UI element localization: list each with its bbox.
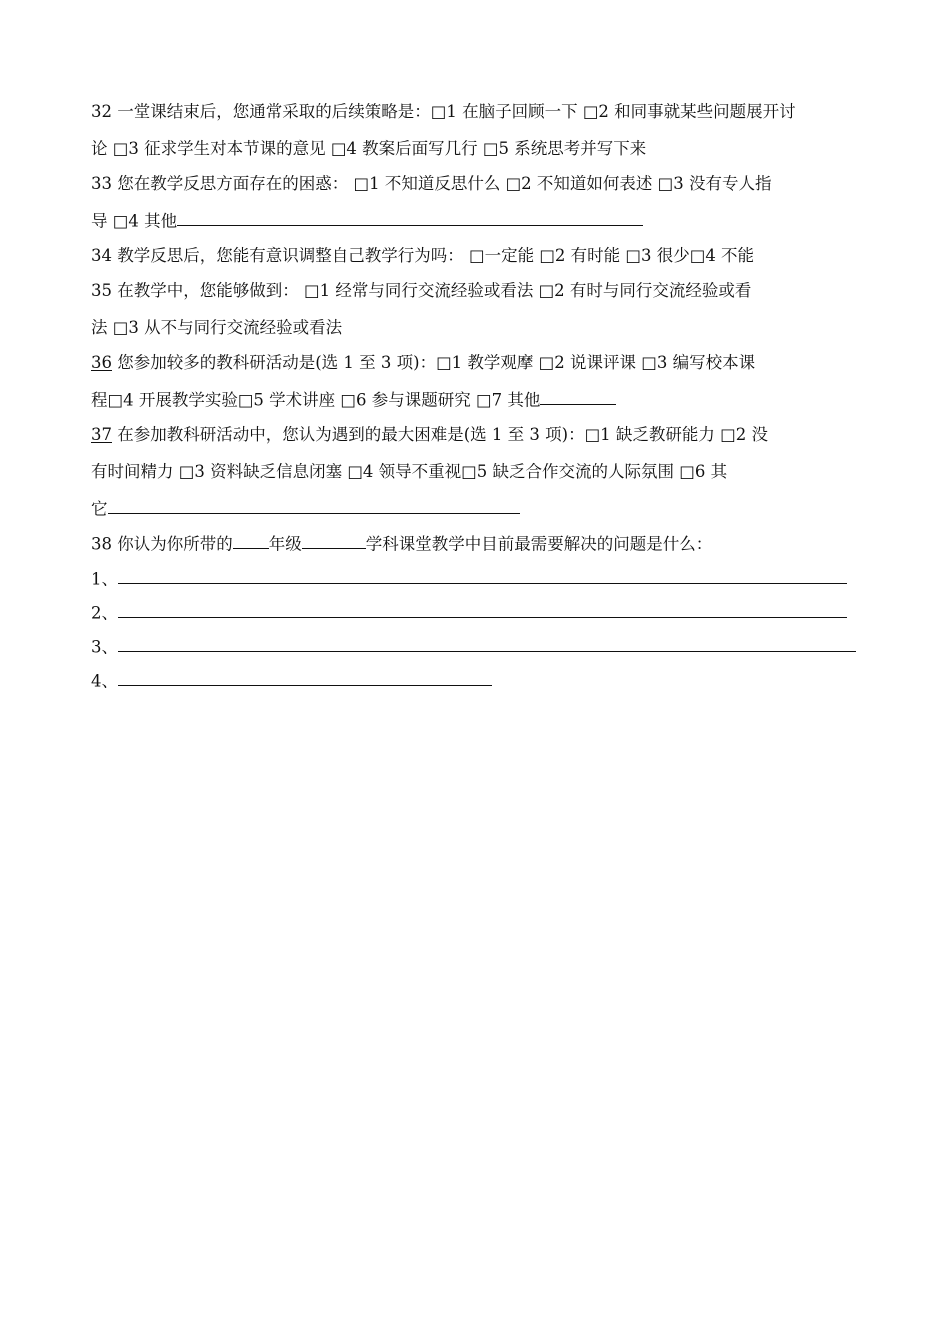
question-37-line-3: [91, 496, 520, 522]
answer-line-4: [91, 668, 492, 694]
answer-blank-4[interactable]: [118, 668, 492, 686]
question-34-text-1: 34 教学反思后，您能有意识调整自己教学行为吗： □一定能 □2 有时能 □3 很少□4 不能: [91, 246, 755, 265]
question-33-line-2: [91, 208, 643, 234]
question-35-line-2: [91, 315, 342, 341]
answer-label-1: 1、: [91, 569, 118, 589]
question-38-grade-blank[interactable]: [233, 531, 269, 549]
question-38-line-1: [91, 531, 712, 557]
answer-label-3: 3、: [91, 637, 118, 657]
question-37-text-3: 它: [91, 499, 108, 519]
question-36-line-1: [91, 350, 755, 376]
question-38-subject-blank[interactable]: [302, 531, 366, 549]
question-32-line-1: [91, 99, 796, 125]
answer-blank-3[interactable]: [118, 634, 856, 652]
question-33-text-2: 导 □4 其他: [91, 211, 178, 231]
question-36-text-2: 程□4 开展教学实验□5 学术讲座 □6 参与课题研究 □7 其他: [91, 390, 541, 410]
question-32-text-1: 32 一堂课结束后，您通常采取的后续策略是：□1 在脑子回顾一下 □2 和同事就某些问题展开讨: [91, 102, 796, 121]
answer-line-1: [91, 566, 847, 592]
question-37-line-1: [91, 422, 768, 448]
question-33-line-1: [91, 171, 771, 197]
answer-blank-1[interactable]: [118, 566, 847, 584]
question-34-line-1: [91, 243, 754, 269]
question-37-number: 37: [91, 425, 112, 444]
answer-blank-2[interactable]: [118, 600, 847, 618]
question-37-text-2: 有时间精力 □3 资料缺乏信息闭塞 □4 领导不重视□5 缺乏合作交流的人际氛围 □6 其: [91, 462, 728, 481]
question-38-text-2: 年级: [268, 534, 302, 554]
question-37-other-blank[interactable]: [108, 496, 520, 514]
question-32-line-2: [91, 136, 646, 162]
question-35-text-1: 35 在教学中，您能够做到： □1 经常与同行交流经验或看法 □2 有时与同行交流经验或看: [91, 281, 752, 300]
question-37-line-2: [91, 459, 727, 485]
answer-line-3: [91, 634, 856, 660]
question-32-text-2: 论 □3 征求学生对本节课的意见 □4 教案后面写几行 □5 系统思考并写下来: [91, 139, 647, 158]
question-37-text-1: 在参加教科研活动中，您认为遇到的最大困难是(选 1 至 3 项)：□1 缺乏教研能力 □2 没: [112, 425, 769, 444]
question-35-text-2: 法 □3 从不与同行交流经验或看法: [91, 318, 343, 337]
question-38-text-1: 38 你认为你所带的: [91, 534, 233, 554]
answer-line-2: [91, 600, 847, 626]
question-36-other-blank[interactable]: [540, 387, 616, 405]
question-36-number: 36: [91, 353, 112, 372]
question-33-other-blank[interactable]: [177, 208, 643, 226]
question-35-line-1: [91, 278, 751, 304]
question-38-text-3: 学科课堂教学中目前最需要解决的问题是什么：: [365, 534, 713, 554]
answer-label-4: 4、: [91, 671, 118, 691]
question-36-text-1: 您参加较多的教科研活动是(选 1 至 3 项)：□1 教学观摩 □2 说课评课 □3 编写校本课: [112, 353, 756, 372]
answer-label-2: 2、: [91, 603, 118, 623]
question-36-line-2: [91, 387, 616, 413]
question-33-text-1: 33 您在教学反思方面存在的困惑： □1 不知道反思什么 □2 不知道如何表述 □3 没有专人指: [91, 174, 772, 193]
